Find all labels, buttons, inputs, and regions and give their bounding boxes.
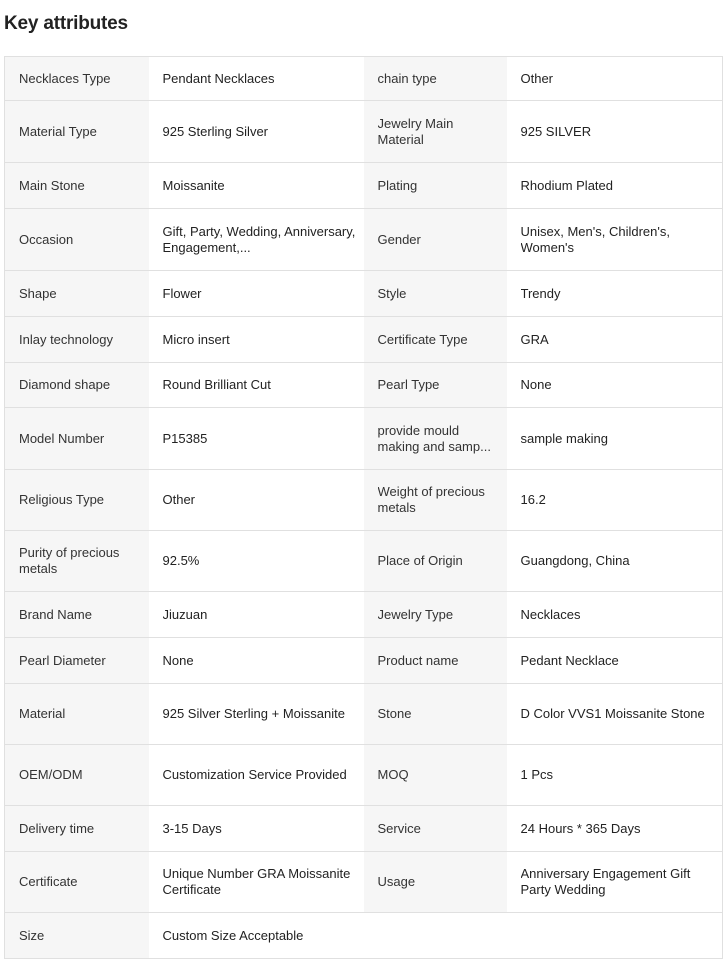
attribute-value: sample making <box>520 430 608 446</box>
attribute-value-cell <box>507 592 723 638</box>
attribute-key: chain type <box>377 70 437 86</box>
attribute-key-cell <box>5 745 149 806</box>
attribute-value-cell <box>149 408 364 470</box>
attribute-key: Usage <box>377 874 416 889</box>
attribute-value: Pendant Necklaces <box>162 70 275 86</box>
attribute-value: Custom Size Acceptable <box>162 927 304 943</box>
attribute-value-cell <box>507 852 723 913</box>
attribute-value: Other <box>520 70 554 86</box>
attribute-key-cell <box>5 101 149 163</box>
attribute-key-cell <box>5 209 149 271</box>
attribute-key-cell <box>364 531 507 592</box>
attribute-key: Shape <box>19 285 57 301</box>
attribute-value-cell <box>149 806 364 852</box>
attribute-key-cell <box>364 470 507 531</box>
attribute-row <box>5 57 723 101</box>
attribute-value: None <box>520 377 552 392</box>
attribute-key-cell <box>5 271 149 317</box>
attribute-row <box>5 592 723 638</box>
attribute-value-cell <box>507 806 723 852</box>
attribute-value: Rhodium Plated <box>520 177 613 193</box>
attribute-key-cell <box>364 745 507 806</box>
attribute-value: Flower <box>162 285 202 301</box>
attribute-value-cell <box>149 531 364 592</box>
attribute-key-cell <box>364 592 507 638</box>
attribute-value: 24 Hours * 365 Days <box>520 820 641 836</box>
attribute-key: OEM/ODM <box>19 767 83 782</box>
attribute-key-cell <box>364 684 507 745</box>
attribute-value: Anniversary Engagement Gift Party Wedding <box>520 866 691 897</box>
attribute-value-cell <box>149 271 364 317</box>
attribute-value: Unisex, Men's, Children's, Women's <box>520 223 670 255</box>
attribute-row <box>5 745 723 806</box>
attribute-value-cell <box>149 101 364 163</box>
attribute-value: Gift, Party, Wedding, Anniversary, Engagement,... <box>162 223 356 255</box>
attribute-value: Moissanite <box>162 177 225 193</box>
attribute-key: Certificate <box>19 874 78 889</box>
attribute-key-cell <box>364 913 507 959</box>
attribute-value-cell <box>507 638 723 684</box>
attribute-row <box>5 806 723 852</box>
attribute-value: Guangdong, China <box>520 553 630 568</box>
attribute-key-cell <box>364 852 507 913</box>
attribute-row <box>5 913 723 959</box>
attribute-value: 925 Silver Sterling + Moissanite <box>162 706 345 721</box>
attribute-key: Material <box>19 706 66 721</box>
attribute-key: Jewelry Type <box>377 606 454 622</box>
attribute-key: Style <box>377 285 407 301</box>
attribute-key: Stone <box>377 706 412 721</box>
attribute-value-cell <box>149 592 364 638</box>
attribute-value-cell <box>149 684 364 745</box>
attribute-value-cell <box>149 363 364 408</box>
attribute-value-cell <box>149 470 364 531</box>
attribute-value: GRA <box>520 331 549 347</box>
key-attributes-table <box>4 56 723 959</box>
attribute-value-cell <box>149 163 364 209</box>
attribute-value-cell <box>507 913 723 959</box>
attribute-key-cell <box>5 684 149 745</box>
attribute-key: Weight of precious metals <box>377 484 485 515</box>
attribute-value-cell <box>149 745 364 806</box>
attribute-key: Jewelry Main Material <box>377 115 454 147</box>
attribute-value-cell <box>507 271 723 317</box>
attribute-row <box>5 852 723 913</box>
attribute-value-cell <box>507 57 723 101</box>
attribute-key: Diamond shape <box>19 377 111 392</box>
attribute-value: Trendy <box>520 285 561 301</box>
attribute-key: MOQ <box>377 767 409 782</box>
attribute-key-cell <box>364 163 507 209</box>
attribute-value: 925 Sterling Silver <box>162 123 268 139</box>
attribute-key-cell <box>364 408 507 470</box>
attribute-row <box>5 101 723 163</box>
attribute-value-cell <box>149 852 364 913</box>
attribute-key: Main Stone <box>19 177 85 193</box>
attribute-key-cell <box>5 317 149 363</box>
attribute-value-cell <box>149 57 364 101</box>
section-title: Key attributes <box>4 13 128 34</box>
attribute-value: Unique Number GRA Moissanite Certificate <box>162 866 351 897</box>
attribute-key: Inlay technology <box>19 331 113 347</box>
attribute-value: Pedant Necklace <box>520 652 619 668</box>
attribute-row <box>5 470 723 531</box>
attribute-key-cell <box>364 101 507 163</box>
attribute-value: Round Brilliant Cut <box>162 377 271 392</box>
attribute-value-cell <box>149 638 364 684</box>
attribute-value-cell <box>507 363 723 408</box>
attribute-value: 16.2 <box>520 492 546 507</box>
attribute-key-cell <box>5 638 149 684</box>
attribute-row <box>5 363 723 408</box>
attribute-value: Jiuzuan <box>162 606 208 622</box>
attribute-key: Purity of precious metals <box>19 545 120 576</box>
attribute-value: 1 Pcs <box>520 767 554 782</box>
attribute-key: Pearl Type <box>377 377 440 392</box>
attribute-key: Service <box>377 820 421 836</box>
attribute-value: 925 SILVER <box>520 123 592 139</box>
attribute-key-cell <box>5 470 149 531</box>
attribute-value-cell <box>507 209 723 271</box>
attribute-row <box>5 408 723 470</box>
attribute-value-cell <box>507 408 723 470</box>
attribute-value: 92.5% <box>162 553 200 568</box>
attribute-value-cell <box>507 684 723 745</box>
attribute-row <box>5 209 723 271</box>
attribute-value-cell <box>507 163 723 209</box>
attribute-row <box>5 163 723 209</box>
attribute-value: P15385 <box>162 430 208 446</box>
attribute-row <box>5 531 723 592</box>
attribute-key-cell <box>5 592 149 638</box>
attribute-key: Certificate Type <box>377 331 468 347</box>
attribute-key-cell <box>5 806 149 852</box>
attribute-key-cell <box>5 163 149 209</box>
attribute-row <box>5 317 723 363</box>
attribute-key: Religious Type <box>19 492 105 507</box>
attribute-key-cell <box>364 363 507 408</box>
attribute-key: Occasion <box>19 231 74 247</box>
attribute-row <box>5 684 723 745</box>
attribute-key-cell <box>364 317 507 363</box>
attribute-row <box>5 271 723 317</box>
attribute-value: Necklaces <box>520 606 581 622</box>
attribute-value: D Color VVS1 Moissanite Stone <box>520 706 705 721</box>
attribute-key: Necklaces Type <box>19 70 111 86</box>
attribute-value-cell <box>149 913 364 959</box>
attribute-key: Product name <box>377 652 459 668</box>
attribute-value: None <box>162 652 194 668</box>
attribute-key-cell <box>364 271 507 317</box>
attribute-key: Delivery time <box>19 820 95 836</box>
attribute-value-cell <box>149 317 364 363</box>
attribute-key: Brand Name <box>19 606 92 622</box>
attribute-key-cell <box>5 531 149 592</box>
attribute-key: Size <box>19 927 45 943</box>
attribute-value: Micro insert <box>162 331 230 347</box>
attribute-value: Customization Service Provided <box>162 767 347 782</box>
attribute-key: Material Type <box>19 123 97 139</box>
attribute-value-cell <box>149 209 364 271</box>
attribute-key-cell <box>364 209 507 271</box>
key-attributes-body <box>5 57 723 959</box>
attribute-key: Place of Origin <box>377 553 463 568</box>
attribute-value-cell <box>507 470 723 531</box>
attribute-key: provide mould making and samp... <box>377 422 491 454</box>
attribute-key-cell <box>5 57 149 101</box>
attribute-key-cell <box>5 408 149 470</box>
attribute-value: 3-15 Days <box>162 820 222 836</box>
attribute-row <box>5 638 723 684</box>
attribute-key: Gender <box>377 231 421 247</box>
attribute-value-cell <box>507 317 723 363</box>
attribute-key: Pearl Diameter <box>19 652 106 668</box>
attribute-key-cell <box>364 638 507 684</box>
attribute-key: Plating <box>377 177 418 193</box>
attribute-key-cell <box>364 57 507 101</box>
attribute-key-cell <box>364 806 507 852</box>
attribute-key: Model Number <box>19 430 105 446</box>
attribute-value-cell <box>507 531 723 592</box>
attribute-key-cell <box>5 363 149 408</box>
attribute-value-cell <box>507 745 723 806</box>
attribute-key-cell <box>5 913 149 959</box>
attribute-key-cell <box>5 852 149 913</box>
attribute-value-cell <box>507 101 723 163</box>
attribute-value: Other <box>162 492 196 507</box>
